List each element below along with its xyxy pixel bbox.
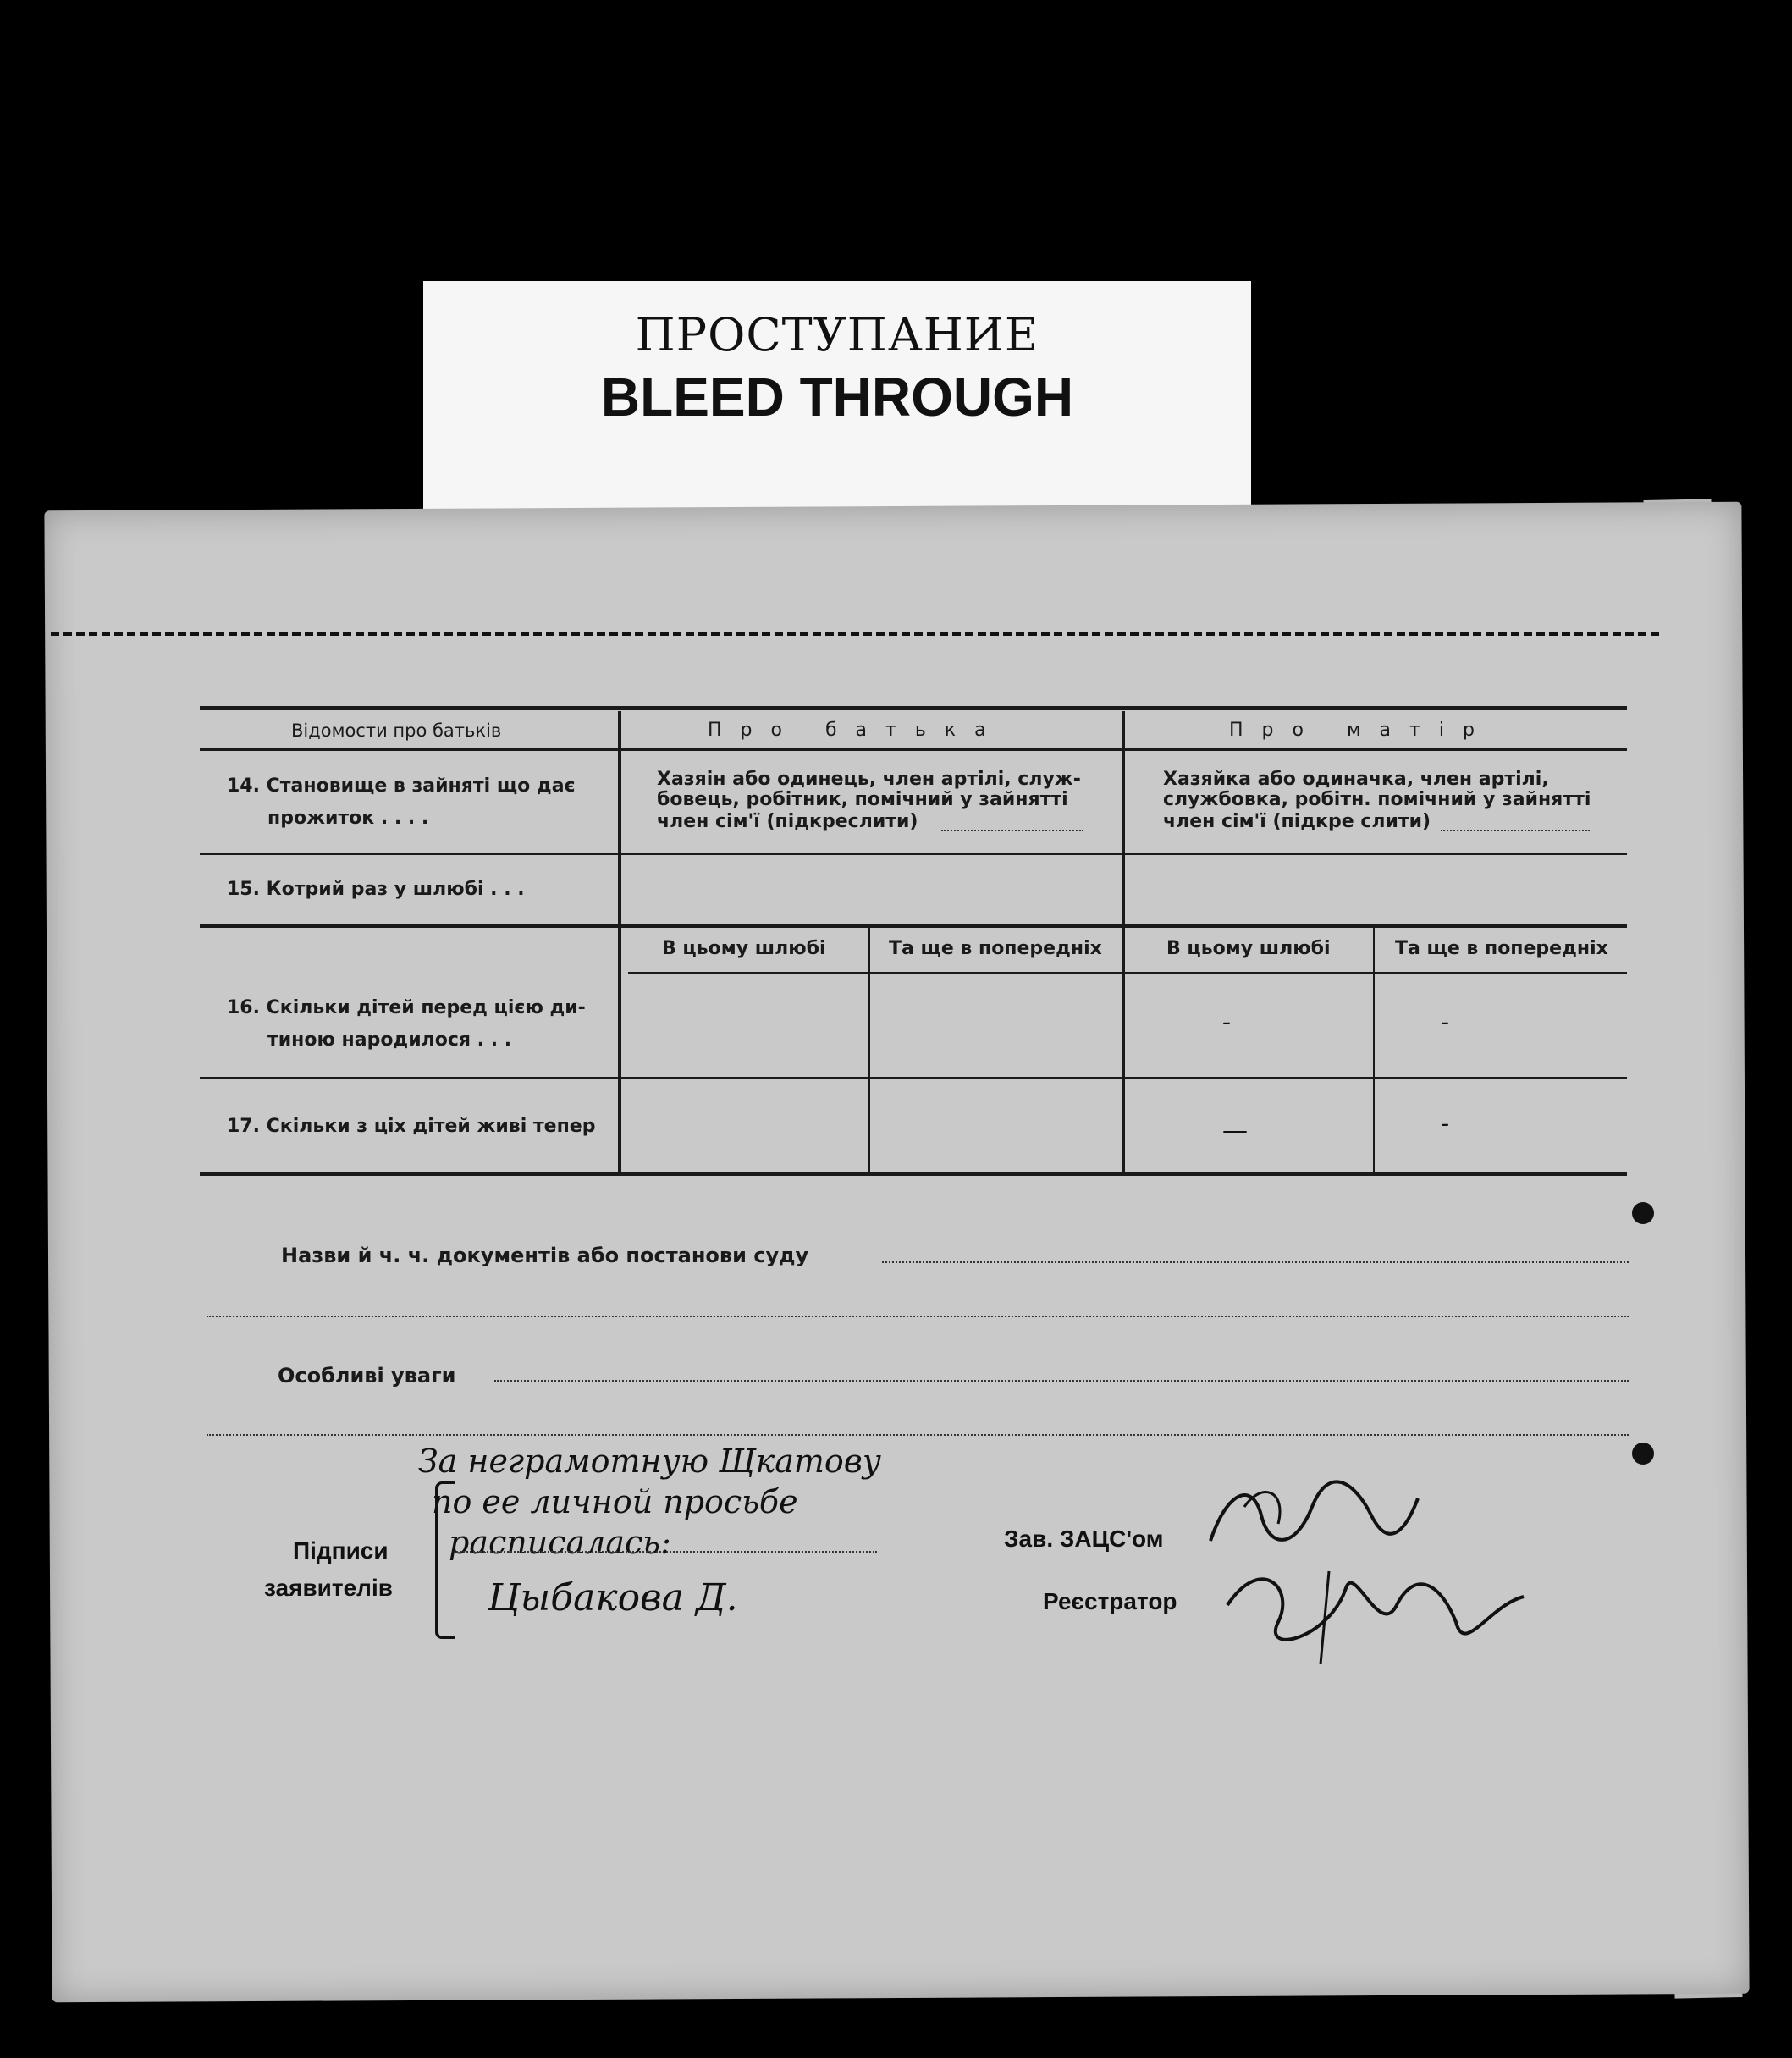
registrar-signature-scribble	[1210, 1554, 1532, 1673]
row14-mother-line1: Хазяйка або одиначка, член артілі,	[1163, 769, 1549, 790]
handwritten-line2: по ее личной просьбе	[432, 1483, 798, 1520]
subheader-bottom	[628, 972, 1627, 974]
documents-dots-2	[207, 1316, 1629, 1317]
row15-label: 15. Котрий раз у шлюбі . . .	[227, 879, 525, 900]
subheader-mother-prev: Та ще в попередніх	[1395, 938, 1608, 959]
row14-mother-line2: службовка, робітн. помічний у зайнятті	[1163, 789, 1591, 810]
row14-father-line1: Хазяін або одинець, член артілі, служ-	[657, 769, 1081, 790]
label-russian: ПРОСТУПАНИЕ	[635, 308, 1039, 361]
handwritten-line3: расписалась:	[449, 1524, 671, 1561]
row14-father-dots	[941, 830, 1083, 831]
row17-label: 17. Скільки з ціх дітей живі тепер	[227, 1116, 596, 1137]
col-divider-2	[1122, 711, 1125, 1175]
label-english: BLEED THROUGH	[600, 367, 1074, 428]
bleed-through-label-card	[423, 281, 1251, 515]
handwritten-signature: Цыбакова Д.	[488, 1576, 738, 1619]
row16-label-line1: 16. Скільки дітей перед цією ди-	[227, 997, 586, 1018]
row14-label-line1: 14. Становище в зайняті що дає	[227, 775, 576, 797]
col-divider-father-sub	[868, 928, 870, 1175]
row16-label-line2: тиною народилося . . .	[267, 1029, 512, 1051]
punch-hole-2	[1632, 1443, 1654, 1465]
perforation-line	[51, 632, 1659, 636]
table-bottom-border	[200, 1172, 1627, 1176]
col-divider-1	[618, 711, 621, 1175]
documents-label: Назви й ч. ч. документів або постанови суду	[281, 1244, 809, 1267]
subheader-father-prev: Та ще в попередніх	[889, 938, 1102, 959]
row15-bottom	[200, 924, 1627, 928]
subheader-mother-this: В цьому шлюбі	[1166, 938, 1331, 959]
row14-father-line2: бовець, робітник, помічний у зайнятті	[657, 789, 1068, 810]
header-parents-info: Відомости про батьків	[291, 720, 502, 741]
table-top-border	[200, 706, 1627, 710]
row16-mother-prev-dash: -	[1441, 1007, 1450, 1037]
row14-father-line3: член сім'ї (підкреслити)	[657, 811, 918, 832]
registrar-label: Реєстратор	[1043, 1588, 1177, 1614]
subheader-father-this: В цьому шлюбі	[662, 938, 826, 959]
row16-mother-this-dash: -	[1222, 1007, 1232, 1037]
applicants-label-line2: заявителів	[264, 1575, 393, 1601]
row14-label-line2: прожиток . . . .	[267, 808, 429, 829]
row17-mother-prev-dash: -	[1441, 1109, 1450, 1139]
head-signature-scribble	[1194, 1473, 1422, 1566]
header-father: Про батька	[708, 720, 1005, 741]
row14-bottom	[200, 853, 1627, 855]
punch-hole-1	[1632, 1202, 1654, 1224]
col-divider-mother-sub	[1373, 928, 1375, 1175]
applicants-dots	[454, 1551, 877, 1553]
applicants-label-line1: Підписи	[293, 1537, 389, 1564]
row16-bottom	[200, 1077, 1627, 1079]
header-mother: Про матір	[1229, 720, 1493, 741]
remarks-label: Особливі уваги	[278, 1364, 456, 1388]
head-of-registry-label: Зав. ЗАЦС'ом	[1004, 1526, 1164, 1552]
handwritten-line1: За неграмотную Щкатову	[418, 1443, 881, 1480]
row14-mother-line3: член сім'ї (підкре слити)	[1163, 811, 1431, 832]
remarks-dots-1	[494, 1380, 1629, 1382]
row14-mother-dots	[1441, 830, 1590, 831]
row17-mother-this-dash: —	[1222, 1116, 1248, 1145]
table-header-bottom	[200, 748, 1627, 751]
remarks-dots-2	[207, 1434, 1629, 1436]
documents-dots-1	[882, 1261, 1629, 1263]
